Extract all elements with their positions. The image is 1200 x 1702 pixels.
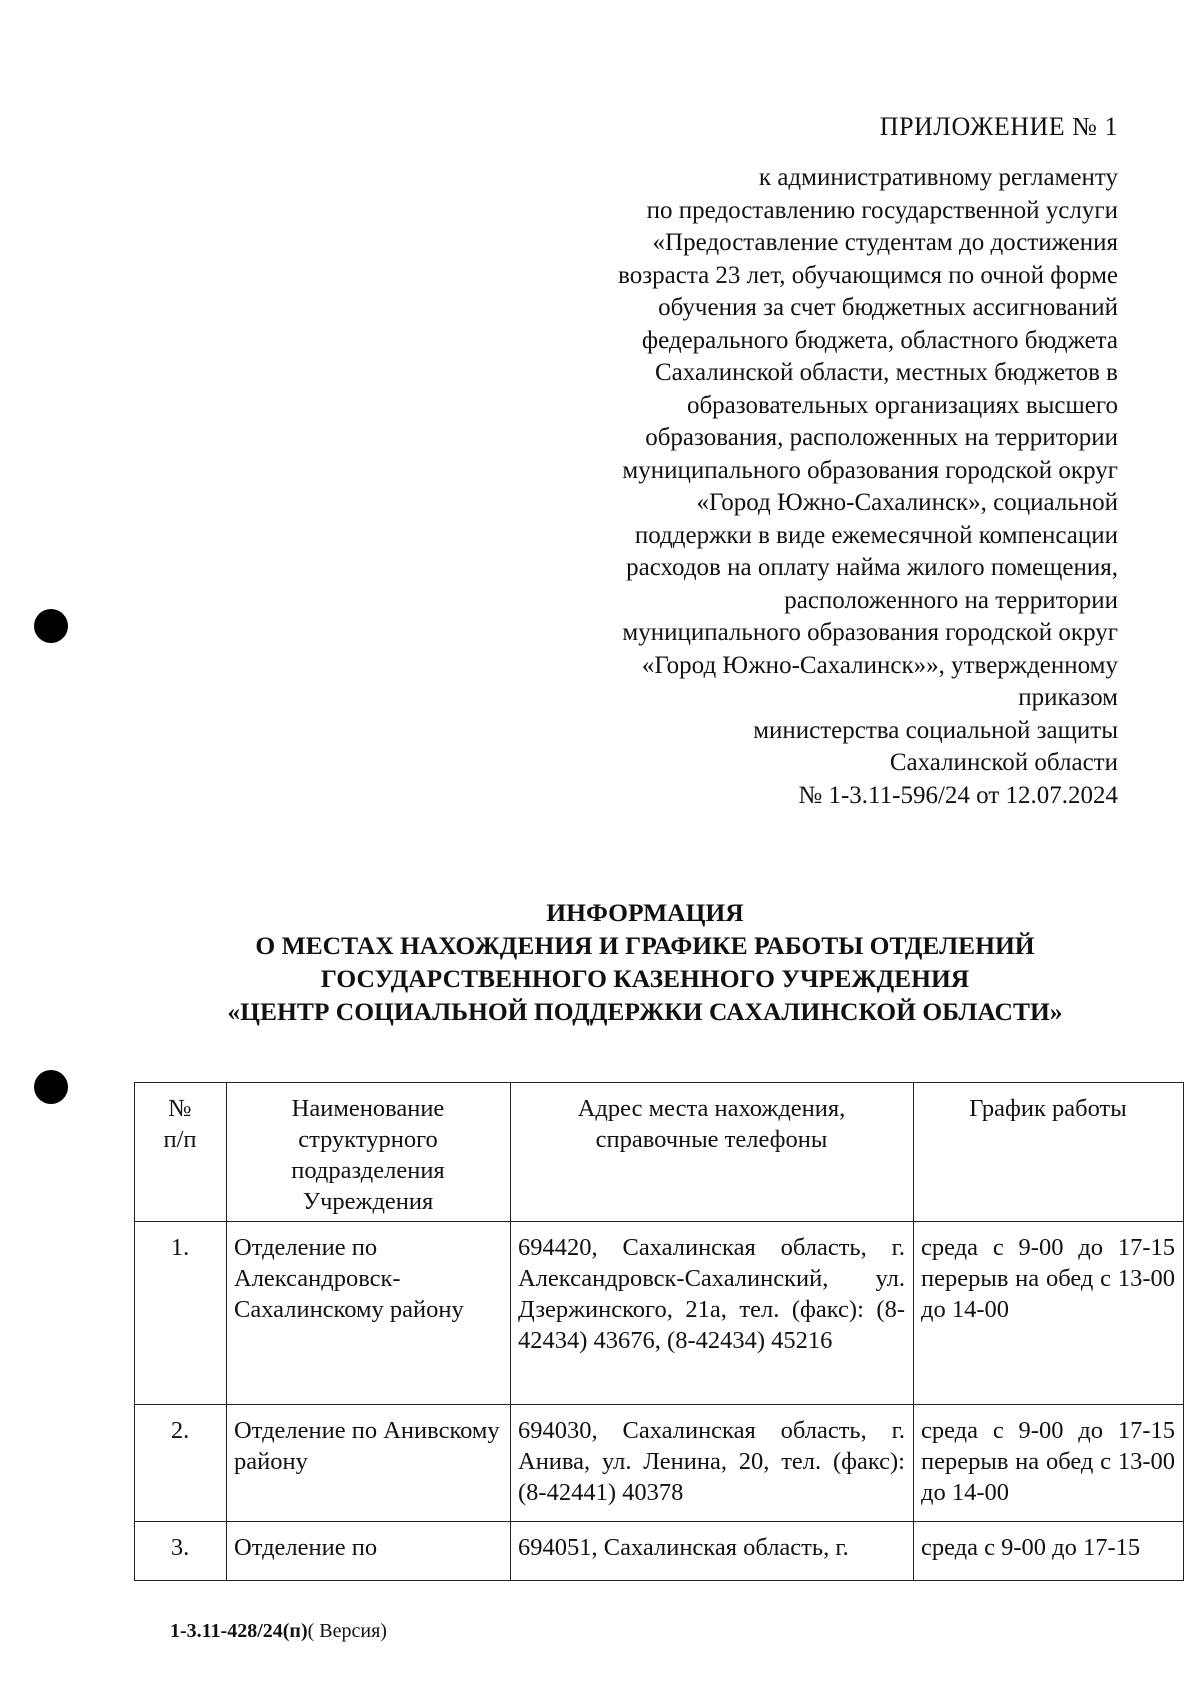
unit-address: 694030, Сахалинская область, г. Анива, ул. Ленина, 20, тел. (факс): (8-42441) 40378 [511,1405,914,1522]
document-heading [120,896,1170,1028]
document-version: ( Версия) [307,1620,387,1642]
appendix-line: министерства социальной защиты [753,716,1118,744]
row-number: 1. [135,1222,227,1405]
unit-address: 694420, Сахалинская область, г. Александровск-Сахалинский, ул. Дзержинского, 21а, тел. (факс): (8-42434) 43676, (8-42434) 45216 [511,1222,914,1405]
table-row [135,1522,1184,1581]
table-header-row [135,1083,1184,1222]
appendix-line: возраста 23 лет, обучающимся по очной форме [618,261,1118,289]
appendix-line: «Предоставление студентам до достижения [652,229,1118,256]
row-number: 3. [135,1522,227,1581]
appendix-title: ПРИЛОЖЕНИЕ № 1 [879,112,1118,141]
header-schedule: График работы [914,1083,1184,1222]
unit-name: Отделение по Анивскому району [227,1405,511,1522]
appendix-reference [498,162,1118,812]
unit-name: Отделение по [227,1522,511,1581]
header-unit-name: Наименование структурного подразделения Учреждения [227,1083,511,1222]
appendix-line: расположенного на территории [784,586,1118,614]
document-code: 1-3.11-428/24(п) [170,1620,308,1642]
heading-line: ИНФОРМАЦИЯ [546,898,744,927]
appendix-line: по предоставлению государственной услуги [646,196,1118,224]
appendix-line: «Город Южно-Сахалинск»», утвержденному [641,651,1118,679]
appendix-line: Сахалинской области [889,749,1118,776]
unit-address: 694051, Сахалинская область, г. [511,1522,914,1581]
punch-hole-mark [34,1070,68,1104]
appendix-line: Сахалинской области, местных бюджетов в [655,359,1118,386]
appendix-line: федерального бюджета, областного бюджета [641,326,1118,354]
document-footer [170,1620,387,1643]
appendix-line: поддержки в виде ежемесячной компенсации [634,521,1118,549]
appendix-line: обучения за счет бюджетных ассигнований [658,294,1118,321]
appendix-line: расходов на оплату найма жилого помещения, [626,554,1118,581]
unit-schedule: среда с 9-00 до 17-15 [914,1522,1184,1581]
punch-hole-mark [34,609,68,643]
appendix-line: муниципального образования городской округ [622,456,1118,484]
appendix-line: приказом [1018,684,1118,711]
heading-line: ГОСУДАРСТВЕННОГО КАЗЕННОГО УЧРЕЖДЕНИЯ [320,964,970,993]
unit-schedule: среда с 9-00 до 17-15 перерыв на обед с 13-00 до 14-00 [914,1405,1184,1522]
header-number: № п/п [135,1083,227,1222]
heading-line: О МЕСТАХ НАХОЖДЕНИЯ И ГРАФИКЕ РАБОТЫ ОТДЕЛЕНИЙ [255,931,1035,960]
table-row [135,1222,1184,1405]
unit-name: Отделение по Александровск-Сахалинскому району [227,1222,511,1405]
appendix-line: образования, расположенных на территории [645,424,1118,451]
appendix-line: «Город Южно-Сахалинск», социальной [696,489,1118,516]
heading-line: «ЦЕНТР СОЦИАЛЬНОЙ ПОДДЕРЖКИ САХАЛИНСКОЙ ОБЛАСТИ» [227,997,1063,1026]
appendix-line: образовательных организациях высшего [686,391,1118,419]
appendix-line: муниципального образования городской округ [622,619,1118,646]
unit-schedule: среда с 9-00 до 17-15 перерыв на обед с 13-00 до 14-00 [914,1222,1184,1405]
appendix-line: к административному регламенту [758,164,1118,191]
appendix-line: № 1-3.11-596/24 от 12.07.2024 [798,781,1118,809]
header-address: Адрес места нахождения, справочные телефоны [511,1083,914,1222]
table-row [135,1405,1184,1522]
row-number: 2. [135,1405,227,1522]
offices-table [134,1082,1184,1581]
